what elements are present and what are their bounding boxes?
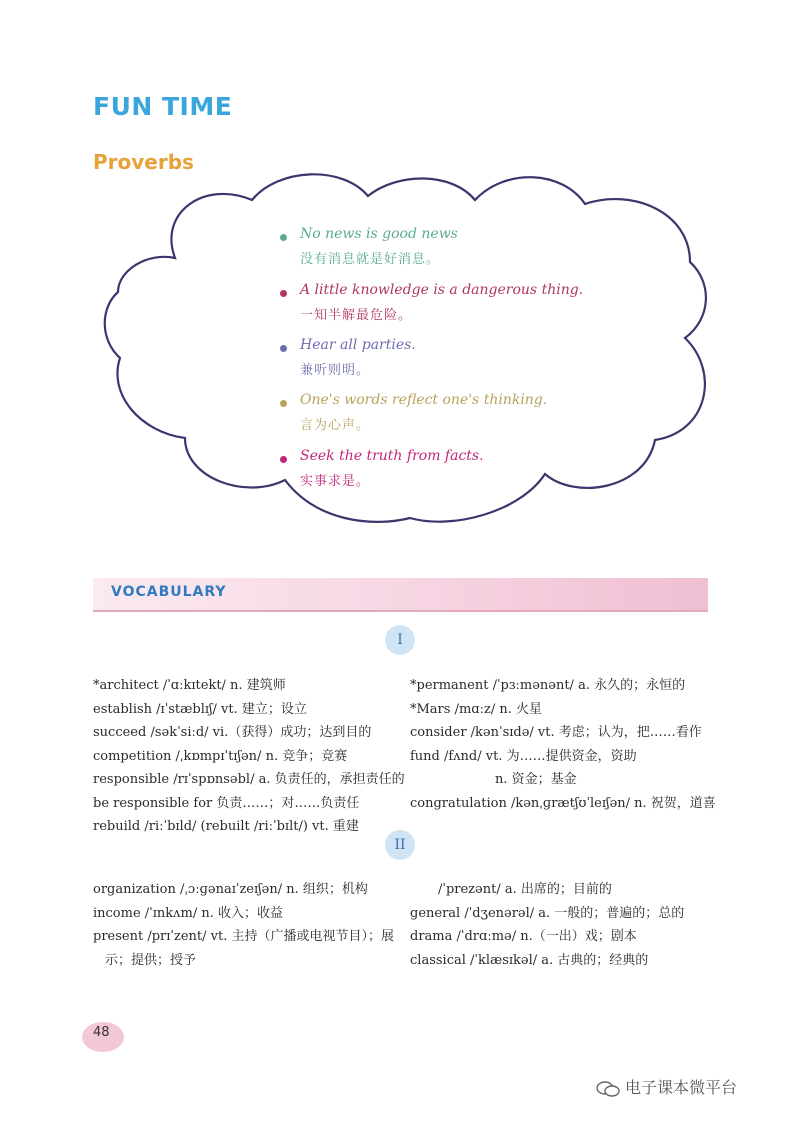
bullet-dot [280, 234, 287, 241]
vocab-list-2-left [93, 878, 394, 972]
vocab-entry: congratulation /kənˌɡrætʃʊˈleɪʃən/ n. 祝贺，道喜 [410, 795, 716, 811]
vocab-list-1-right [410, 674, 716, 815]
vocab-list-2-right [410, 878, 684, 972]
bullet-dot [280, 290, 287, 297]
proverb-english: One's words reflect one's thinking. [300, 392, 548, 408]
vocab-list-1-left [93, 674, 405, 839]
vocab-entry: income /ˈɪnkʌm/ n. 收入；收益 [93, 905, 283, 921]
vocab-entry: be responsible for 负责……；对……负责任 [93, 795, 360, 811]
bullet-dot [280, 456, 287, 463]
proverb-chinese: 实事求是。 [300, 474, 371, 489]
vocab-entry: *Mars /mɑːz/ n. 火星 [410, 701, 542, 717]
vocab-entry: present /prɪˈzent/ vt. 主持（广播或电视节目）；展 [93, 929, 394, 944]
vocab-entry: fund /fʌnd/ vt. 为……提供资金，资助 [410, 748, 637, 764]
vocab-entry: general /ˈdʒenərəl/ a. 一般的；普遍的；总的 [410, 905, 685, 921]
proverb-english: A little knowledge is a dangerous thing. [300, 282, 584, 298]
fun-time-title: FUN TIME [93, 92, 233, 121]
page-number: 48 [93, 1025, 110, 1040]
vocab-entry: classical /ˈklæsɪkəl/ a. 古典的；经典的 [410, 952, 649, 968]
section-marker-1: I [385, 625, 415, 655]
vocab-entry: *permanent /ˈpɜːmənənt/ a. 永久的；永恒的 [410, 678, 686, 693]
vocab-entry: responsible /rɪˈspɒnsəbl/ a. 负责任的，承担责任的 [93, 772, 405, 787]
vocab-entry: establish /ɪˈstæblɪʃ/ vt. 建立；设立 [93, 701, 307, 717]
bullet-dot [280, 345, 287, 352]
wechat-icon [595, 1080, 621, 1098]
vocab-entry: succeed /səkˈsiːd/ vi.（获得）成功；达到目的 [93, 725, 372, 740]
proverb-chinese: 一知半解最危险。 [300, 308, 413, 323]
bullet-dot [280, 400, 287, 407]
proverb-english: No news is good news [300, 226, 458, 242]
vocab-entry: organization /ˌɔːɡənaɪˈzeɪʃən/ n. 组织；机构 [93, 882, 368, 897]
vocab-entry: *architect /ˈɑːkɪtekt/ n. 建筑师 [93, 678, 286, 693]
vocab-entry: 示；提供；授予 [105, 952, 197, 968]
proverb-chinese: 言为心声。 [300, 418, 371, 433]
proverbs-title: Proverbs [93, 150, 194, 174]
proverb-chinese: 兼听则明。 [300, 363, 371, 378]
vocabulary-title: VOCABULARY [111, 584, 227, 600]
watermark-text: 电子课本微平台 [625, 1078, 738, 1097]
proverb-chinese: 没有消息就是好消息。 [300, 252, 441, 267]
vocabulary-header [93, 578, 708, 612]
vocab-entry: /ˈprezənt/ a. 出席的；目前的 [438, 882, 612, 897]
cloud-shape [0, 0, 800, 560]
vocab-entry: consider /kənˈsɪdə/ vt. 考虑；认为，把……看作 [410, 725, 702, 740]
vocab-entry: drama /ˈdrɑːmə/ n.（一出）戏；剧本 [410, 929, 637, 944]
proverb-english: Hear all parties. [300, 337, 416, 353]
watermark [595, 1075, 737, 1098]
proverb-english: Seek the truth from facts. [300, 448, 484, 464]
vocab-entry: n. 资金；基金 [495, 772, 577, 787]
section-marker-2: II [385, 830, 415, 860]
vocab-entry: competition /ˌkɒmpɪˈtɪʃən/ n. 竞争；竞赛 [93, 748, 348, 764]
vocab-entry: rebuild /riːˈbɪld/ (rebuilt /riːˈbɪlt/) vt. 重建 [93, 819, 359, 834]
